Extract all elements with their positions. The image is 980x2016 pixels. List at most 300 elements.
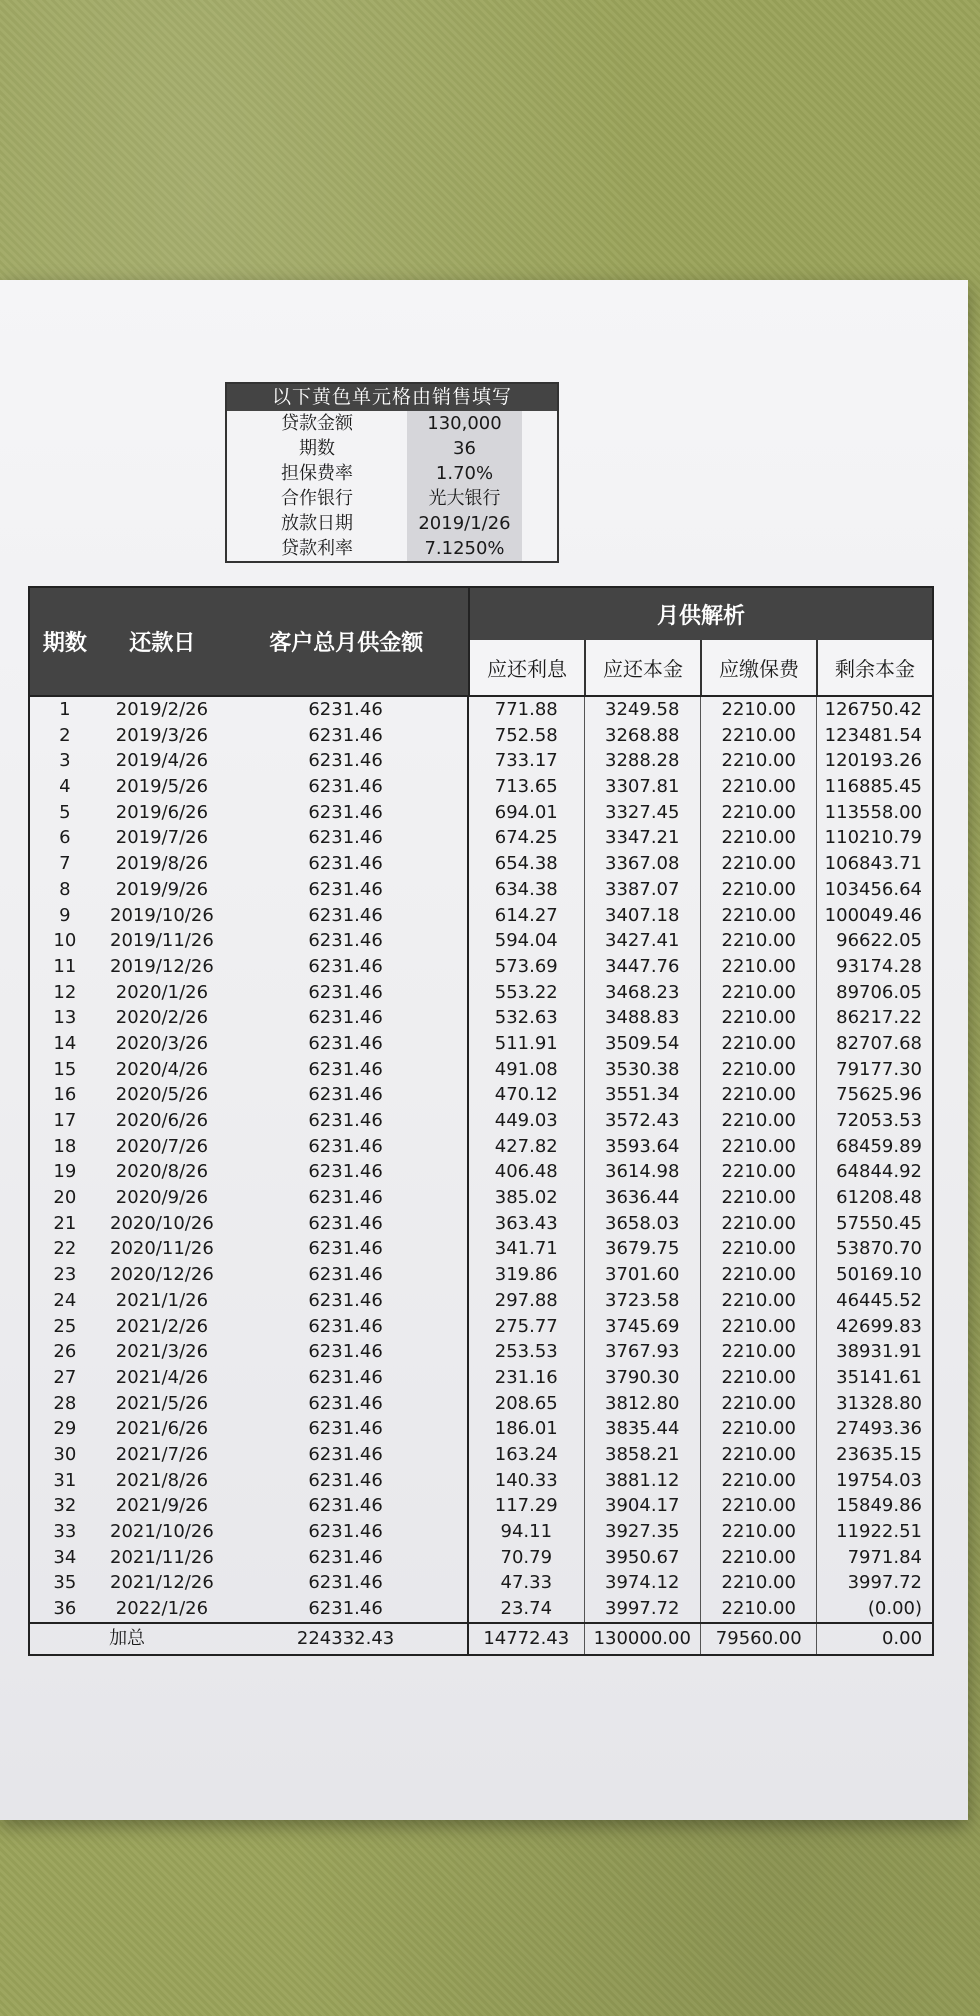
cell-period: 32 [53,1495,77,1517]
cell-principal: 3767.93 [584,1339,700,1365]
table-row [30,1570,932,1596]
header-principal: 应还本金 [584,640,700,695]
table-row [30,1236,932,1262]
table-row [30,774,932,800]
cell-interest: 449.03 [467,1108,583,1134]
cell-remaining: 120193.26 [816,748,932,774]
cell-principal: 3927.35 [584,1519,700,1545]
table-row [30,1288,932,1314]
cell-fee: 2210.00 [700,980,816,1006]
table-row [30,1082,932,1108]
cell-fee: 2210.00 [700,1288,816,1314]
header-interest: 应还利息 [470,640,584,695]
cell-date: 2020/9/26 [115,1187,209,1209]
cell-date: 2020/1/26 [115,981,209,1003]
cell-fee: 2210.00 [700,1082,816,1108]
table-row [30,903,932,929]
cell-date: 2021/7/26 [115,1443,209,1465]
cell-date: 2019/7/26 [115,827,209,849]
cell-total: 6231.46 [308,1443,383,1465]
totals-total: 224332.43 [296,1627,395,1649]
cell-total: 6231.46 [308,930,383,952]
cell-fee: 2210.00 [700,825,816,851]
table-row [30,1108,932,1134]
cell-period: 16 [53,1084,77,1106]
cell-principal: 3249.58 [584,697,700,723]
cell-remaining: 68459.89 [816,1134,932,1160]
cell-interest: 208.65 [467,1391,583,1417]
cell-date: 2021/8/26 [115,1469,209,1491]
cell-fee: 2210.00 [700,1314,816,1340]
cell-total: 6231.46 [308,1238,383,1260]
header-sub-columns [470,640,932,695]
info-row [227,411,557,436]
cell-fee: 2210.00 [700,1596,816,1622]
cell-period: 15 [53,1058,77,1080]
cell-date: 2019/4/26 [115,750,209,772]
cell-fee: 2210.00 [700,774,816,800]
table-row [30,1057,932,1083]
totals-label: 加总 [109,1627,146,1649]
info-value: 光大银行 [407,486,522,511]
cell-fee: 2210.00 [700,1519,816,1545]
cell-remaining: 11922.51 [816,1519,932,1545]
cell-interest: 654.38 [467,851,583,877]
cell-principal: 3950.67 [584,1545,700,1571]
table-header [30,588,932,695]
repayment-schedule-table [28,586,934,1656]
cell-principal: 3723.58 [584,1288,700,1314]
cell-interest: 275.77 [467,1314,583,1340]
cell-interest: 614.27 [467,903,583,929]
cell-principal: 3551.34 [584,1082,700,1108]
cell-period: 3 [59,750,71,772]
cell-principal: 3530.38 [584,1057,700,1083]
cell-total: 6231.46 [308,801,383,823]
cell-fee: 2210.00 [700,877,816,903]
cell-date: 2020/11/26 [110,1238,214,1260]
cell-total: 6231.46 [308,699,383,720]
cell-principal: 3614.98 [584,1159,700,1185]
cell-fee: 2210.00 [700,1031,816,1057]
info-value: 36 [407,436,522,461]
table-row [30,1031,932,1057]
cell-total: 6231.46 [308,1546,383,1568]
cell-interest: 573.69 [467,954,583,980]
cell-interest: 47.33 [467,1570,583,1596]
cell-period: 19 [53,1161,77,1183]
info-label: 贷款利率 [281,538,353,559]
table-row [30,1134,932,1160]
cell-principal: 3427.41 [584,928,700,954]
cell-fee: 2210.00 [700,697,816,723]
cell-remaining: 46445.52 [816,1288,932,1314]
cell-remaining: 57550.45 [816,1211,932,1237]
cell-remaining: 72053.53 [816,1108,932,1134]
cell-principal: 3636.44 [584,1185,700,1211]
cell-interest: 470.12 [467,1082,583,1108]
cell-fee: 2210.00 [700,1365,816,1391]
cell-principal: 3509.54 [584,1031,700,1057]
cell-total: 6231.46 [308,1058,383,1080]
cell-total: 6231.46 [308,724,383,746]
info-row [227,511,557,536]
cell-fee: 2210.00 [700,723,816,749]
cell-remaining: 64844.92 [816,1159,932,1185]
cell-remaining: 79177.30 [816,1057,932,1083]
cell-interest: 94.11 [467,1519,583,1545]
cell-interest: 511.91 [467,1031,583,1057]
cell-interest: 532.63 [467,1005,583,1031]
cell-date: 2020/12/26 [110,1264,214,1286]
cell-total: 6231.46 [308,1366,383,1388]
info-value: 2019/1/26 [407,511,522,536]
cell-date: 2021/6/26 [115,1418,209,1440]
cell-interest: 771.88 [467,697,583,723]
cell-interest: 694.01 [467,800,583,826]
cell-principal: 3812.80 [584,1391,700,1417]
totals-row [30,1622,932,1654]
cell-fee: 2210.00 [700,1545,816,1571]
cell-period: 17 [53,1110,77,1131]
cell-total: 6231.46 [308,1187,383,1209]
cell-date: 2019/8/26 [115,853,209,875]
info-value: 130,000 [407,411,522,436]
cell-interest: 674.25 [467,825,583,851]
cell-remaining: 3997.72 [816,1570,932,1596]
cell-date: 2019/9/26 [115,878,209,900]
cell-fee: 2210.00 [700,1005,816,1031]
cell-fee: 2210.00 [700,1134,816,1160]
cell-interest: 253.53 [467,1339,583,1365]
cell-date: 2021/9/26 [115,1495,209,1517]
cell-total: 6231.46 [308,750,383,772]
cell-principal: 3593.64 [584,1134,700,1160]
cell-period: 12 [53,981,77,1003]
cell-interest: 23.74 [467,1596,583,1622]
cell-fee: 2210.00 [700,1211,816,1237]
cell-date: 2019/2/26 [115,699,209,720]
table-row [30,1339,932,1365]
cell-period: 36 [53,1598,77,1620]
cell-fee: 2210.00 [700,1493,816,1519]
cell-period: 34 [53,1546,77,1568]
cell-fee: 2210.00 [700,1236,816,1262]
info-label: 放款日期 [281,513,353,534]
cell-interest: 341.71 [467,1236,583,1262]
cell-remaining: 86217.22 [816,1005,932,1031]
cell-period: 10 [53,930,77,952]
cell-date: 2020/7/26 [115,1135,209,1157]
cell-principal: 3701.60 [584,1262,700,1288]
cell-remaining: 61208.48 [816,1185,932,1211]
table-row [30,1365,932,1391]
info-row [227,461,557,486]
cell-principal: 3904.17 [584,1493,700,1519]
cell-period: 25 [53,1315,77,1337]
header-analysis-group [468,588,932,695]
cell-principal: 3658.03 [584,1211,700,1237]
table-row [30,954,932,980]
cell-interest: 319.86 [467,1262,583,1288]
cell-period: 33 [53,1521,77,1542]
cell-fee: 2210.00 [700,903,816,929]
cell-period: 14 [53,1032,77,1054]
cell-period: 29 [53,1418,77,1440]
cell-principal: 3858.21 [584,1442,700,1468]
table-row [30,1391,932,1417]
cell-period: 27 [53,1366,77,1388]
cell-interest: 427.82 [467,1134,583,1160]
cell-fee: 2210.00 [700,1468,816,1494]
cell-period: 30 [53,1443,77,1465]
cell-total: 6231.46 [308,776,383,798]
cell-date: 2020/8/26 [115,1161,209,1183]
cell-principal: 3347.21 [584,825,700,851]
cell-fee: 2210.00 [700,1570,816,1596]
cell-remaining: (0.00) [816,1596,932,1622]
cell-date: 2021/11/26 [110,1546,214,1568]
cell-date: 2021/10/26 [110,1521,214,1542]
cell-fee: 2210.00 [700,748,816,774]
cell-remaining: 126750.42 [816,697,932,723]
cell-total: 6231.46 [308,1084,383,1106]
cell-date: 2021/12/26 [110,1572,214,1594]
cell-remaining: 89706.05 [816,980,932,1006]
cell-interest: 163.24 [467,1442,583,1468]
cell-remaining: 35141.61 [816,1365,932,1391]
cell-date: 2019/3/26 [115,724,209,746]
table-row [30,697,932,723]
table-row [30,1314,932,1340]
info-label: 合作银行 [281,488,353,509]
cell-remaining: 38931.91 [816,1339,932,1365]
cell-interest: 634.38 [467,877,583,903]
info-label: 期数 [299,438,335,459]
cell-fee: 2210.00 [700,1442,816,1468]
cell-total: 6231.46 [308,1341,383,1363]
cell-date: 2021/5/26 [115,1392,209,1414]
cell-interest: 385.02 [467,1185,583,1211]
cell-total: 6231.46 [308,1572,383,1594]
cell-period: 21 [53,1212,77,1234]
totals-fee: 79560.00 [700,1624,816,1654]
info-label: 贷款金额 [281,413,353,434]
cell-total: 6231.46 [308,1212,383,1234]
cell-total: 6231.46 [308,1289,383,1311]
table-row [30,825,932,851]
cell-period: 6 [59,827,71,849]
cell-remaining: 100049.46 [816,903,932,929]
cell-total: 6231.46 [308,1007,383,1029]
cell-date: 2020/6/26 [115,1110,209,1131]
cell-date: 2019/10/26 [110,904,214,926]
cell-principal: 3835.44 [584,1416,700,1442]
cell-remaining: 123481.54 [816,723,932,749]
cell-remaining: 19754.03 [816,1468,932,1494]
cell-period: 8 [59,878,71,900]
cell-principal: 3488.83 [584,1005,700,1031]
table-row [30,980,932,1006]
cell-date: 2019/6/26 [115,801,209,823]
cell-remaining: 31328.80 [816,1391,932,1417]
cell-interest: 117.29 [467,1493,583,1519]
table-row [30,1159,932,1185]
cell-period: 2 [59,724,71,746]
info-box-header: 以下黄色单元格由销售填写 [227,384,557,411]
cell-date: 2021/2/26 [115,1315,209,1337]
cell-principal: 3468.23 [584,980,700,1006]
cell-interest: 363.43 [467,1211,583,1237]
cell-principal: 3447.76 [584,954,700,980]
cell-interest: 406.48 [467,1159,583,1185]
cell-principal: 3881.12 [584,1468,700,1494]
cell-total: 6231.46 [308,904,383,926]
totals-remaining: 0.00 [816,1624,932,1654]
cell-fee: 2210.00 [700,928,816,954]
cell-period: 13 [53,1007,77,1029]
table-row [30,1468,932,1494]
cell-fee: 2210.00 [700,1339,816,1365]
cell-total: 6231.46 [308,1315,383,1337]
cell-period: 31 [53,1469,77,1491]
cell-interest: 594.04 [467,928,583,954]
table-row [30,723,932,749]
table-row [30,1596,932,1622]
cell-principal: 3407.18 [584,903,700,929]
header-date: 还款日 [100,588,225,695]
cell-total: 6231.46 [308,1032,383,1054]
table-row [30,1545,932,1571]
cell-principal: 3997.72 [584,1596,700,1622]
header-fee: 应缴保费 [700,640,816,695]
table-row [30,1185,932,1211]
totals-principal: 130000.00 [584,1624,700,1654]
cell-total: 6231.46 [308,981,383,1003]
cell-period: 22 [53,1238,77,1260]
info-row [227,436,557,461]
cell-period: 20 [53,1187,77,1209]
table-row [30,1442,932,1468]
cell-remaining: 106843.71 [816,851,932,877]
cell-remaining: 110210.79 [816,825,932,851]
cell-remaining: 15849.86 [816,1493,932,1519]
totals-interest: 14772.43 [467,1624,583,1654]
table-row [30,1262,932,1288]
cell-fee: 2210.00 [700,1108,816,1134]
cell-remaining: 75625.96 [816,1082,932,1108]
table-row [30,1493,932,1519]
header-period: 期数 [30,588,100,695]
cell-principal: 3367.08 [584,851,700,877]
table-row [30,851,932,877]
cell-date: 2019/5/26 [115,776,209,798]
cell-fee: 2210.00 [700,1416,816,1442]
cell-total: 6231.46 [308,955,383,977]
cell-fee: 2210.00 [700,800,816,826]
cell-total: 6231.46 [308,1110,383,1131]
info-row [227,536,557,561]
cell-period: 9 [59,904,71,926]
cell-fee: 2210.00 [700,954,816,980]
cell-total: 6231.46 [308,1418,383,1440]
cell-total: 6231.46 [308,1135,383,1157]
cell-remaining: 42699.83 [816,1314,932,1340]
cell-interest: 70.79 [467,1545,583,1571]
cell-total: 6231.46 [308,1161,383,1183]
cell-period: 4 [59,776,71,798]
cell-date: 2020/2/26 [115,1007,209,1029]
cell-period: 24 [53,1289,77,1311]
table-row [30,877,932,903]
cell-period: 18 [53,1135,77,1157]
cell-remaining: 96622.05 [816,928,932,954]
cell-total: 6231.46 [308,1598,383,1620]
cell-principal: 3572.43 [584,1108,700,1134]
cell-fee: 2210.00 [700,1262,816,1288]
cell-total: 6231.46 [308,827,383,849]
cell-remaining: 113558.00 [816,800,932,826]
cell-remaining: 116885.45 [816,774,932,800]
cell-period: 28 [53,1392,77,1414]
cell-total: 6231.46 [308,1392,383,1414]
cell-date: 2021/4/26 [115,1366,209,1388]
cell-principal: 3387.07 [584,877,700,903]
cell-remaining: 7971.84 [816,1545,932,1571]
cell-remaining: 27493.36 [816,1416,932,1442]
cell-remaining: 23635.15 [816,1442,932,1468]
info-row [227,486,557,511]
cell-date: 2022/1/26 [115,1598,209,1620]
header-total-payment: 客户总月供金额 [225,588,468,695]
cell-total: 6231.46 [308,1521,383,1542]
table-row [30,1005,932,1031]
cell-date: 2020/3/26 [115,1032,209,1054]
cell-principal: 3679.75 [584,1236,700,1262]
info-value: 7.1250% [407,536,522,561]
table-row [30,800,932,826]
info-box-rows [227,411,557,561]
cell-period: 1 [59,699,71,720]
cell-interest: 752.58 [467,723,583,749]
table-body [30,695,932,1622]
cell-period: 11 [53,955,77,977]
cell-total: 6231.46 [308,1469,383,1491]
cell-interest: 733.17 [467,748,583,774]
cell-principal: 3790.30 [584,1365,700,1391]
cell-fee: 2210.00 [700,1391,816,1417]
cell-interest: 297.88 [467,1288,583,1314]
info-value: 1.70% [407,461,522,486]
cell-principal: 3974.12 [584,1570,700,1596]
cell-date: 2020/5/26 [115,1084,209,1106]
info-label: 担保费率 [281,463,353,484]
cell-remaining: 93174.28 [816,954,932,980]
cell-fee: 2210.00 [700,1057,816,1083]
cell-interest: 553.22 [467,980,583,1006]
cell-remaining: 103456.64 [816,877,932,903]
cell-date: 2019/12/26 [110,955,214,977]
cell-period: 5 [59,801,71,823]
cell-interest: 491.08 [467,1057,583,1083]
cell-interest: 231.16 [467,1365,583,1391]
cell-principal: 3288.28 [584,748,700,774]
cell-fee: 2210.00 [700,851,816,877]
cell-date: 2020/4/26 [115,1058,209,1080]
table-row [30,928,932,954]
table-row [30,1416,932,1442]
loan-info-box [225,382,559,563]
